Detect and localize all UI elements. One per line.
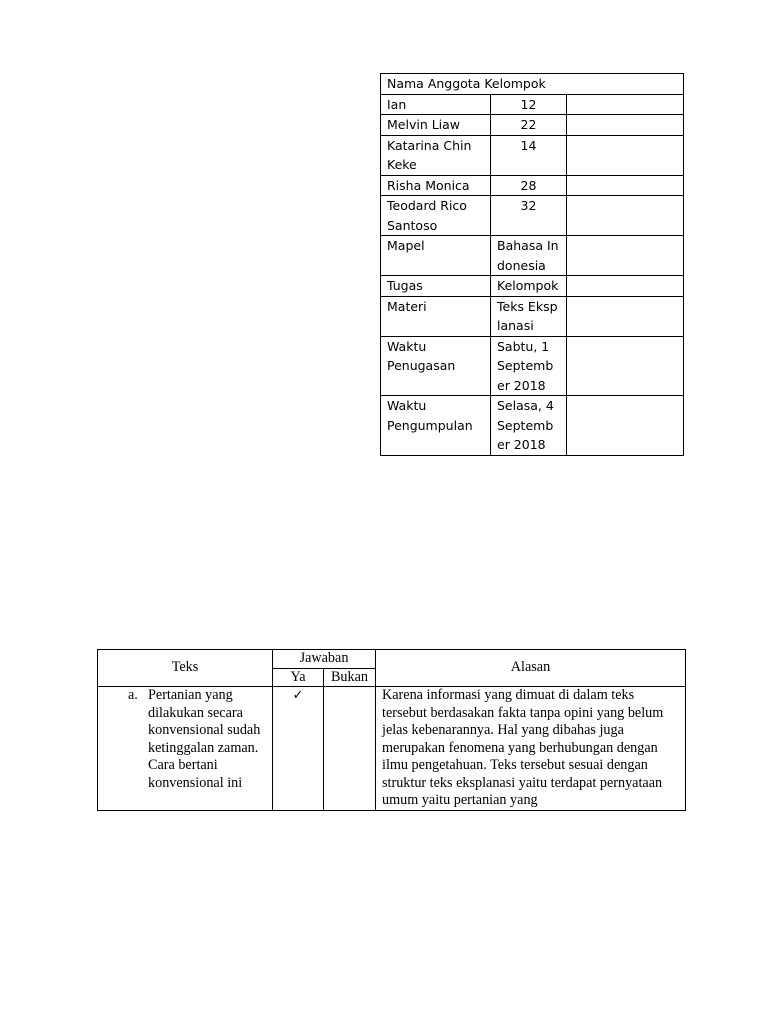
info-value: Teks Eksplanasi: [491, 296, 567, 336]
info-row: [381, 276, 684, 297]
member-row: [381, 115, 684, 136]
info-row: [381, 396, 684, 456]
member-name: Risha Monica: [381, 175, 491, 196]
empty-cell: [567, 336, 684, 396]
bukan-header: Bukan: [324, 668, 376, 687]
list-marker: a.: [128, 687, 138, 703]
member-row: [381, 135, 684, 175]
bukan-cell: [324, 687, 376, 811]
empty-cell: [567, 296, 684, 336]
alasan-text: Karena informasi yang dimuat di dalam teks tersebut berdasakan fakta tanpa opini yang belum jelas kebenarannya. Hal yang dibahas juga merupakan fenomena yang berhubungan dengan ilmu pengetahuan. Teks tersebut sesuai dengan struktur teks eksplanasi yaitu terdapat pernyataan umum yaitu pertanian yang: [382, 687, 664, 808]
member-number: 22: [491, 115, 567, 136]
answer-row: [98, 687, 686, 811]
teks-header: Teks: [98, 650, 273, 687]
empty-cell: [567, 276, 684, 297]
empty-cell: [567, 396, 684, 456]
info-value: Sabtu, 1 September 2018: [491, 336, 567, 396]
info-label: Materi: [381, 296, 491, 336]
member-name: Melvin Liaw: [381, 115, 491, 136]
answer-header-row: [98, 650, 686, 669]
info-row: [381, 296, 684, 336]
answer-table: [97, 649, 686, 811]
member-number: 28: [491, 175, 567, 196]
empty-cell: [567, 236, 684, 276]
info-value: Kelompok: [491, 276, 567, 297]
jawaban-header: Jawaban: [273, 650, 376, 669]
alasan-cell: [376, 687, 686, 811]
group-info-table: [380, 73, 684, 456]
empty-cell: [567, 196, 684, 236]
empty-cell: [567, 175, 684, 196]
alasan-header: Alasan: [376, 650, 686, 687]
ya-cell: [273, 687, 324, 811]
teks-cell: [98, 687, 273, 811]
teks-text: Pertanian yang dilakukan secara konvensional sudah ketinggalan zaman. Cara bertani konvensional ini: [148, 687, 261, 791]
info-label: Mapel: [381, 236, 491, 276]
member-number: 14: [491, 135, 567, 175]
member-name: Katarina Chin Keke: [381, 135, 491, 175]
empty-cell: [567, 115, 684, 136]
info-label: Waktu Pengumpulan: [381, 396, 491, 456]
info-label: Waktu Penugasan: [381, 336, 491, 396]
member-name: Ian: [381, 94, 491, 115]
group-members-heading: Nama Anggota Kelompok: [381, 74, 684, 95]
info-row: [381, 336, 684, 396]
member-row: [381, 94, 684, 115]
ya-header: Ya: [273, 668, 324, 687]
info-row: [381, 236, 684, 276]
info-value: Bahasa Indonesia: [491, 236, 567, 276]
empty-cell: [567, 94, 684, 115]
member-name: Teodard Rico Santoso: [381, 196, 491, 236]
checkmark-icon: ✓: [292, 688, 304, 703]
info-value: Selasa, 4 September 2018: [491, 396, 567, 456]
empty-cell: [567, 135, 684, 175]
member-row: [381, 175, 684, 196]
info-label: Tugas: [381, 276, 491, 297]
member-row: [381, 196, 684, 236]
member-number: 32: [491, 196, 567, 236]
member-number: 12: [491, 94, 567, 115]
table-header-row: [381, 74, 684, 95]
